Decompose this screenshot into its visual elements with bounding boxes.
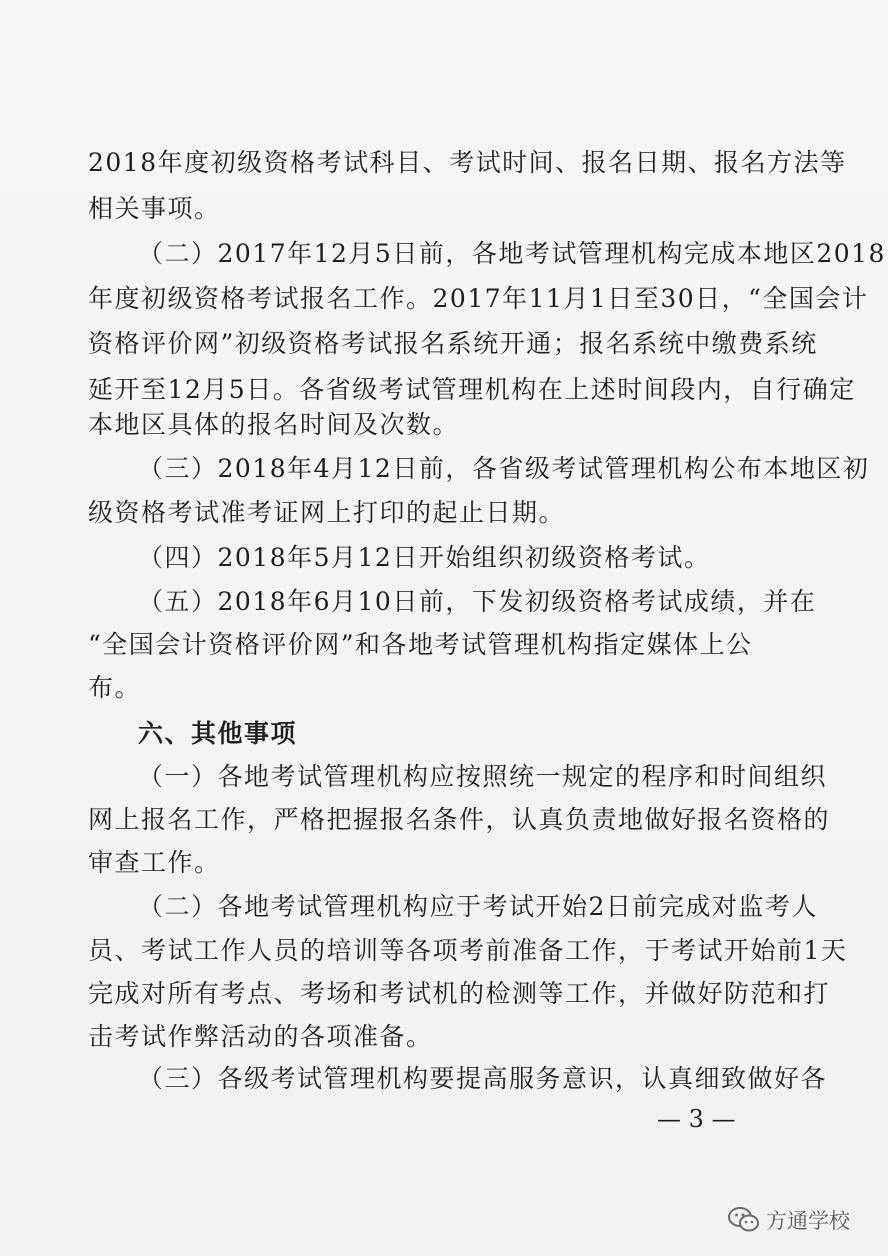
text-line: 年度初级资格考试报名工作。2017年11月1日至30日，“全国会计	[88, 284, 869, 313]
text-line: 网上报名工作，严格把握报名条件，认真负责地做好报名资格的	[88, 805, 831, 834]
text-line: “全国会计资格评价网”和各地考试管理机构指定媒体上公	[88, 630, 753, 659]
text-line: 员、考试工作人员的培训等各项考前准备工作，于考试开始前1天	[88, 936, 848, 965]
section-heading: 六、其他事项	[138, 719, 298, 748]
text-line: 击考试作弊活动的各项准备。	[88, 1022, 433, 1051]
text-line: （五）2018年6月10日前，下发初级资格考试成绩，并在	[138, 587, 817, 616]
text-line: 相关事项。	[88, 194, 221, 223]
text-line: 级资格考试准考证网上打印的起止日期。	[88, 498, 566, 527]
text-line: 完成对所有考点、考场和考试机的检测等工作，并做好防范和打	[88, 979, 831, 1008]
watermark	[728, 1202, 878, 1238]
watermark-text: 方通学校	[766, 1209, 850, 1233]
wechat-icon	[728, 1206, 760, 1234]
text-line: 延开至12月5日。各省级考试管理机构在上述时间段内，自行确定	[88, 375, 856, 404]
text-line: （三）各级考试管理机构要提高服务意识，认真细致做好各	[138, 1064, 828, 1093]
text-line: 2018年度初级资格考试科目、考试时间、报名日期、报名方法等	[88, 148, 847, 177]
text-line: （三）2018年4月12日前，各省级考试管理机构公布本地区初	[138, 454, 870, 483]
text-line: 布。	[88, 673, 142, 702]
text-line: （二）各地考试管理机构应于考试开始2日前完成对监考人	[138, 892, 818, 921]
text-line: （一）各地考试管理机构应按照统一规定的程序和时间组织	[138, 762, 828, 791]
text-line: （二）2017年12月5日前，各地考试管理机构完成本地区2018	[138, 239, 886, 268]
page-number: — 3 —	[657, 1105, 736, 1133]
text-line: （四）2018年5月12日开始组织初级资格考试。	[138, 543, 711, 572]
text-line: 资格评价网”初级资格考试报名系统开通；报名系统中缴费系统	[88, 329, 818, 358]
text-line: 审查工作。	[88, 848, 221, 877]
text-line: 本地区具体的报名时间及次数。	[88, 410, 460, 439]
